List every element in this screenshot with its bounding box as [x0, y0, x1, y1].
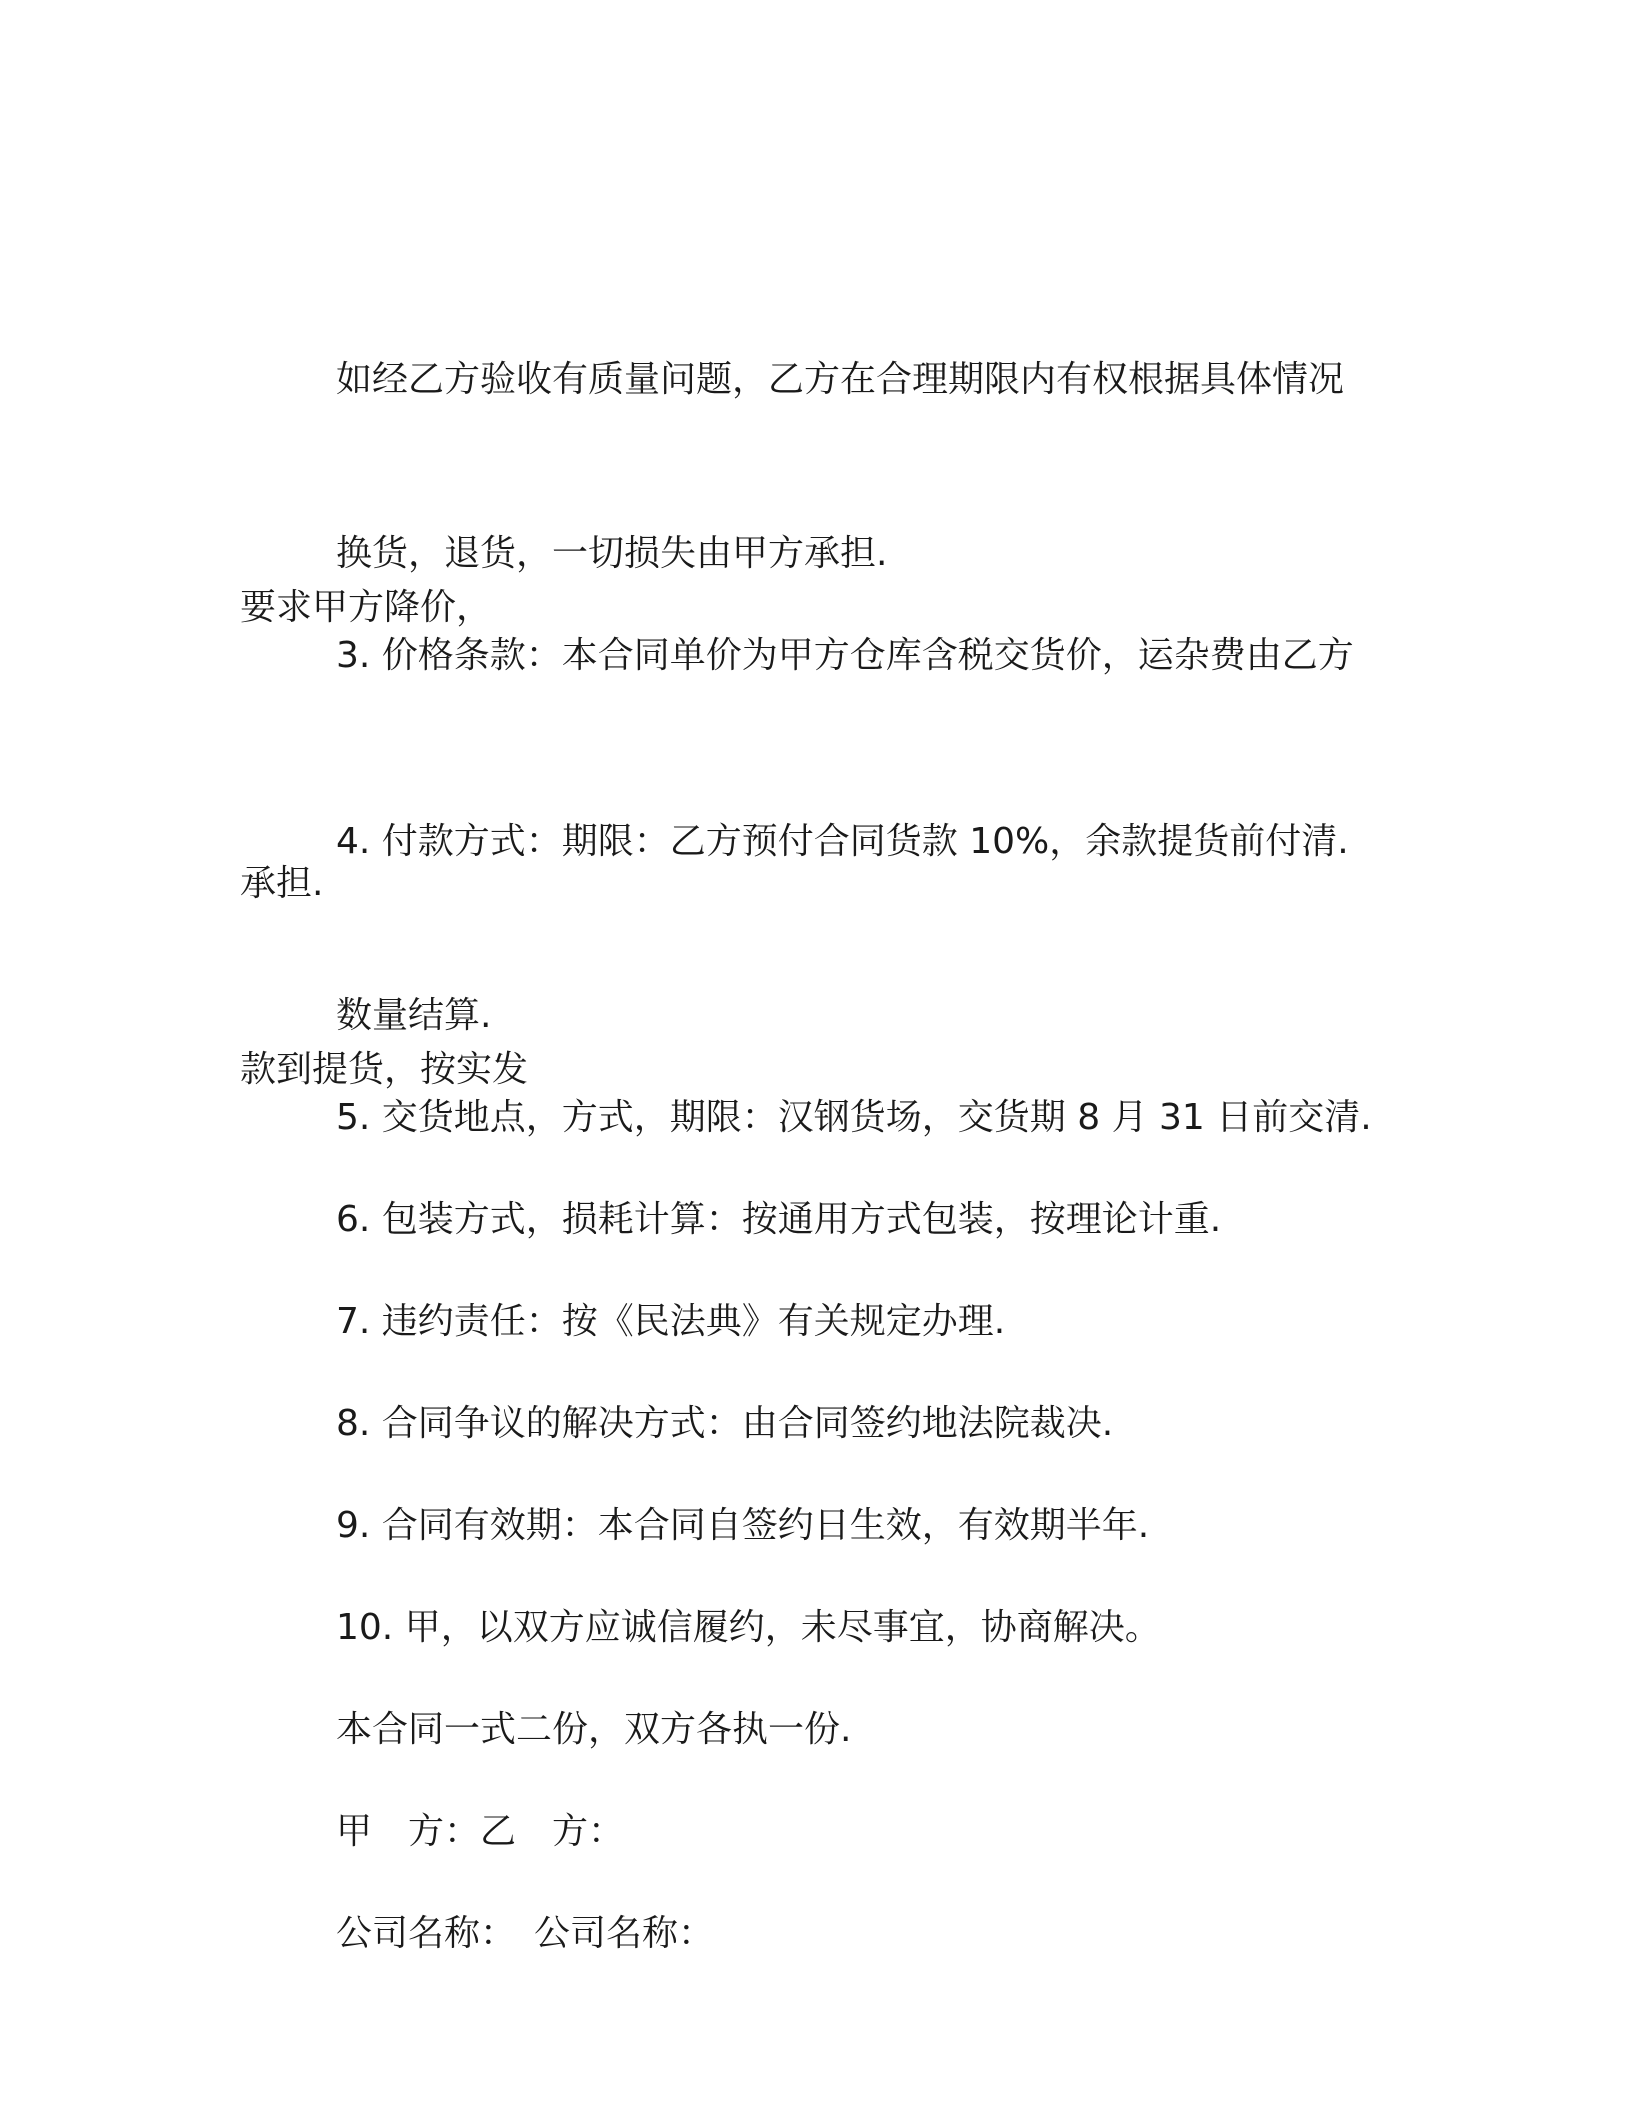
paragraph-line: 要求甲方降价， [240, 587, 493, 628]
paragraph-line: 本合同一式二份，双方各执一份. [336, 1709, 852, 1750]
paragraph-line: 如经乙方验收有质量问题，乙方在合理期限内有权根据具体情况 [336, 359, 1345, 400]
paragraph-line: 4. 付款方式：期限：乙方预付合同货款 10%，余款提货前付清. [336, 821, 1349, 862]
paragraph-line: 数量结算. [336, 995, 492, 1036]
paragraph-line: 甲 方：乙 方： [336, 1811, 625, 1852]
paragraph-line: 6. 包装方式，损耗计算：按通用方式包装，按理论计重. [336, 1199, 1222, 1240]
paragraph-line: 9. 合同有效期：本合同自签约日生效，有效期半年. [336, 1505, 1150, 1546]
paragraph-line: 公司名称： 公司名称： [336, 1913, 715, 1954]
paragraph-line: 5. 交货地点，方式，期限：汉钢货场，交货期 8 月 31 日前交清. [336, 1097, 1372, 1138]
paragraph-line: 换货，退货，一切损失由甲方承担. [336, 533, 888, 574]
paragraph-line: 3. 价格条款：本合同单价为甲方仓库含税交货价，运杂费由乙方 [336, 635, 1354, 676]
paragraph-line: 7. 违约责任：按《民法典》有关规定办理. [336, 1301, 1006, 1342]
paragraph-line: 8. 合同争议的解决方式：由合同签约地法院裁决. [336, 1403, 1114, 1444]
paragraph-line: 承担. [240, 863, 324, 904]
paragraph-line: 10. 甲，以双方应诚信履约，未尽事宜，协商解决。 [336, 1607, 1161, 1648]
paragraph-line: 款到提货，按实发 [240, 1049, 529, 1090]
signature-company-names [240, 1744, 1390, 2124]
